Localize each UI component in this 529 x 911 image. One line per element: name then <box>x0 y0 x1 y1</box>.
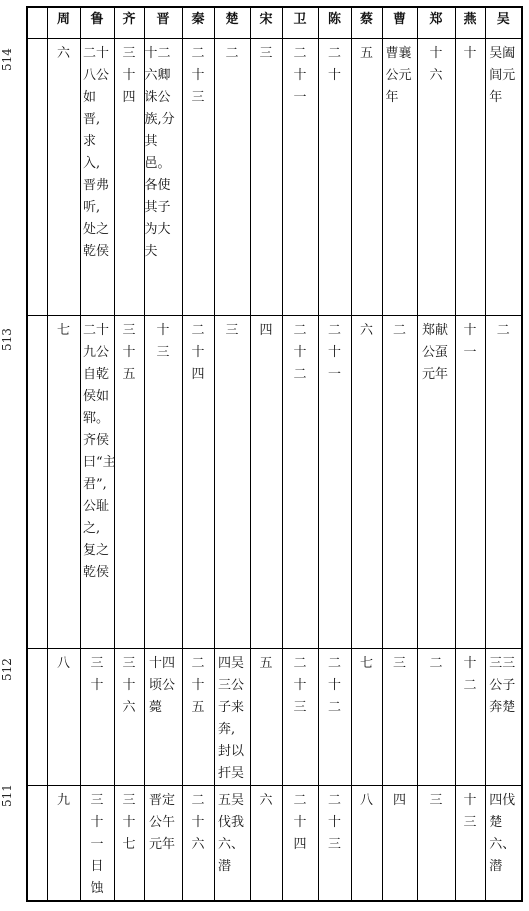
table-row <box>27 786 522 902</box>
table-cell: 四 <box>250 316 282 649</box>
table-cell <box>27 786 47 902</box>
table-cell <box>27 39 47 316</box>
table-cell: 七 <box>351 649 382 786</box>
table-cell: 二十九公自乾侯如郓。齐侯曰“主君”,公耻之,复之乾侯 <box>80 316 114 649</box>
header-zheng: 郑 <box>417 7 455 39</box>
table-cell: 二 <box>485 316 522 649</box>
table-cell: 二十五 <box>182 649 214 786</box>
table-cell: 四吴三公子来奔,封以扞吴 <box>214 649 250 786</box>
table-cell: 三 <box>417 786 455 902</box>
header-yan: 燕 <box>455 7 485 39</box>
table-cell: 三十 <box>80 649 114 786</box>
table-cell: 三十六 <box>114 649 144 786</box>
table-cell: 十 <box>455 39 485 316</box>
table-cell: 三 <box>214 316 250 649</box>
header-row <box>27 7 522 39</box>
year-label-514: 514 <box>0 48 14 72</box>
table-cell: 二 <box>214 39 250 316</box>
table-cell: 六 <box>47 39 80 316</box>
table-cell: 二十一 <box>318 316 351 649</box>
table-cell: 三 <box>250 39 282 316</box>
table-cell: 四伐楚六、潜 <box>485 786 522 902</box>
table-cell: 三 <box>382 649 417 786</box>
table-cell: 十二六卿诛公族,分其邑。各使其子为大夫 <box>144 39 182 316</box>
table-cell: 五 <box>351 39 382 316</box>
table-cell: 九 <box>47 786 80 902</box>
table-cell: 二十 <box>318 39 351 316</box>
table-cell: 八 <box>351 786 382 902</box>
table-cell: 二十三 <box>282 649 318 786</box>
table-cell: 十一 <box>455 316 485 649</box>
table-cell: 三十五 <box>114 316 144 649</box>
header-chen: 陈 <box>318 7 351 39</box>
table-cell: 六 <box>351 316 382 649</box>
table-cell: 二十四 <box>282 786 318 902</box>
table-cell: 三三公子奔楚 <box>485 649 522 786</box>
table-cell: 二 <box>417 649 455 786</box>
table-cell: 五 <box>250 649 282 786</box>
table-cell: 二十八公如晋,求入,晋弗听,处之乾侯 <box>80 39 114 316</box>
chronology-table <box>26 6 523 902</box>
table-cell <box>27 649 47 786</box>
header-cao: 曹 <box>382 7 417 39</box>
header-lu: 鲁 <box>80 7 114 39</box>
year-label-511: 511 <box>0 784 14 808</box>
table-cell: 晋定公午元年 <box>144 786 182 902</box>
table-cell: 三十一日蚀 <box>80 786 114 902</box>
table-cell: 十三 <box>455 786 485 902</box>
table-row <box>27 316 522 649</box>
header-zhou: 周 <box>47 7 80 39</box>
header-blank <box>27 7 47 39</box>
table-cell: 二十三 <box>318 786 351 902</box>
table-cell: 二十四 <box>182 316 214 649</box>
table-cell: 二十一 <box>282 39 318 316</box>
table-cell: 三十七 <box>114 786 144 902</box>
table-cell: 八 <box>47 649 80 786</box>
table-cell: 十二 <box>455 649 485 786</box>
header-song: 宋 <box>250 7 282 39</box>
table-cell: 四 <box>382 786 417 902</box>
table-cell: 二十六 <box>182 786 214 902</box>
table-cell: 二十二 <box>318 649 351 786</box>
table-cell: 十四顷公薨 <box>144 649 182 786</box>
table-cell: 五吴伐我六、潜 <box>214 786 250 902</box>
table-cell: 三十四 <box>114 39 144 316</box>
header-qi: 齐 <box>114 7 144 39</box>
header-chu: 楚 <box>214 7 250 39</box>
header-jin: 晋 <box>144 7 182 39</box>
table-cell: 七 <box>47 316 80 649</box>
table-cell: 二 <box>382 316 417 649</box>
year-label-512: 512 <box>0 658 14 682</box>
table-cell: 吴阖闾元年 <box>485 39 522 316</box>
table-cell: 郑献公虿元年 <box>417 316 455 649</box>
header-qin: 秦 <box>182 7 214 39</box>
header-wei: 卫 <box>282 7 318 39</box>
table-cell: 二十二 <box>282 316 318 649</box>
year-label-513: 513 <box>0 328 14 352</box>
table-cell: 十六 <box>417 39 455 316</box>
table-cell: 六 <box>250 786 282 902</box>
header-cai: 蔡 <box>351 7 382 39</box>
header-wu: 吴 <box>485 7 522 39</box>
table-cell: 曹襄公元年 <box>382 39 417 316</box>
table-cell <box>27 316 47 649</box>
table-cell: 二十三 <box>182 39 214 316</box>
table-cell: 十三 <box>144 316 182 649</box>
table-row <box>27 39 522 316</box>
table-row <box>27 649 522 786</box>
